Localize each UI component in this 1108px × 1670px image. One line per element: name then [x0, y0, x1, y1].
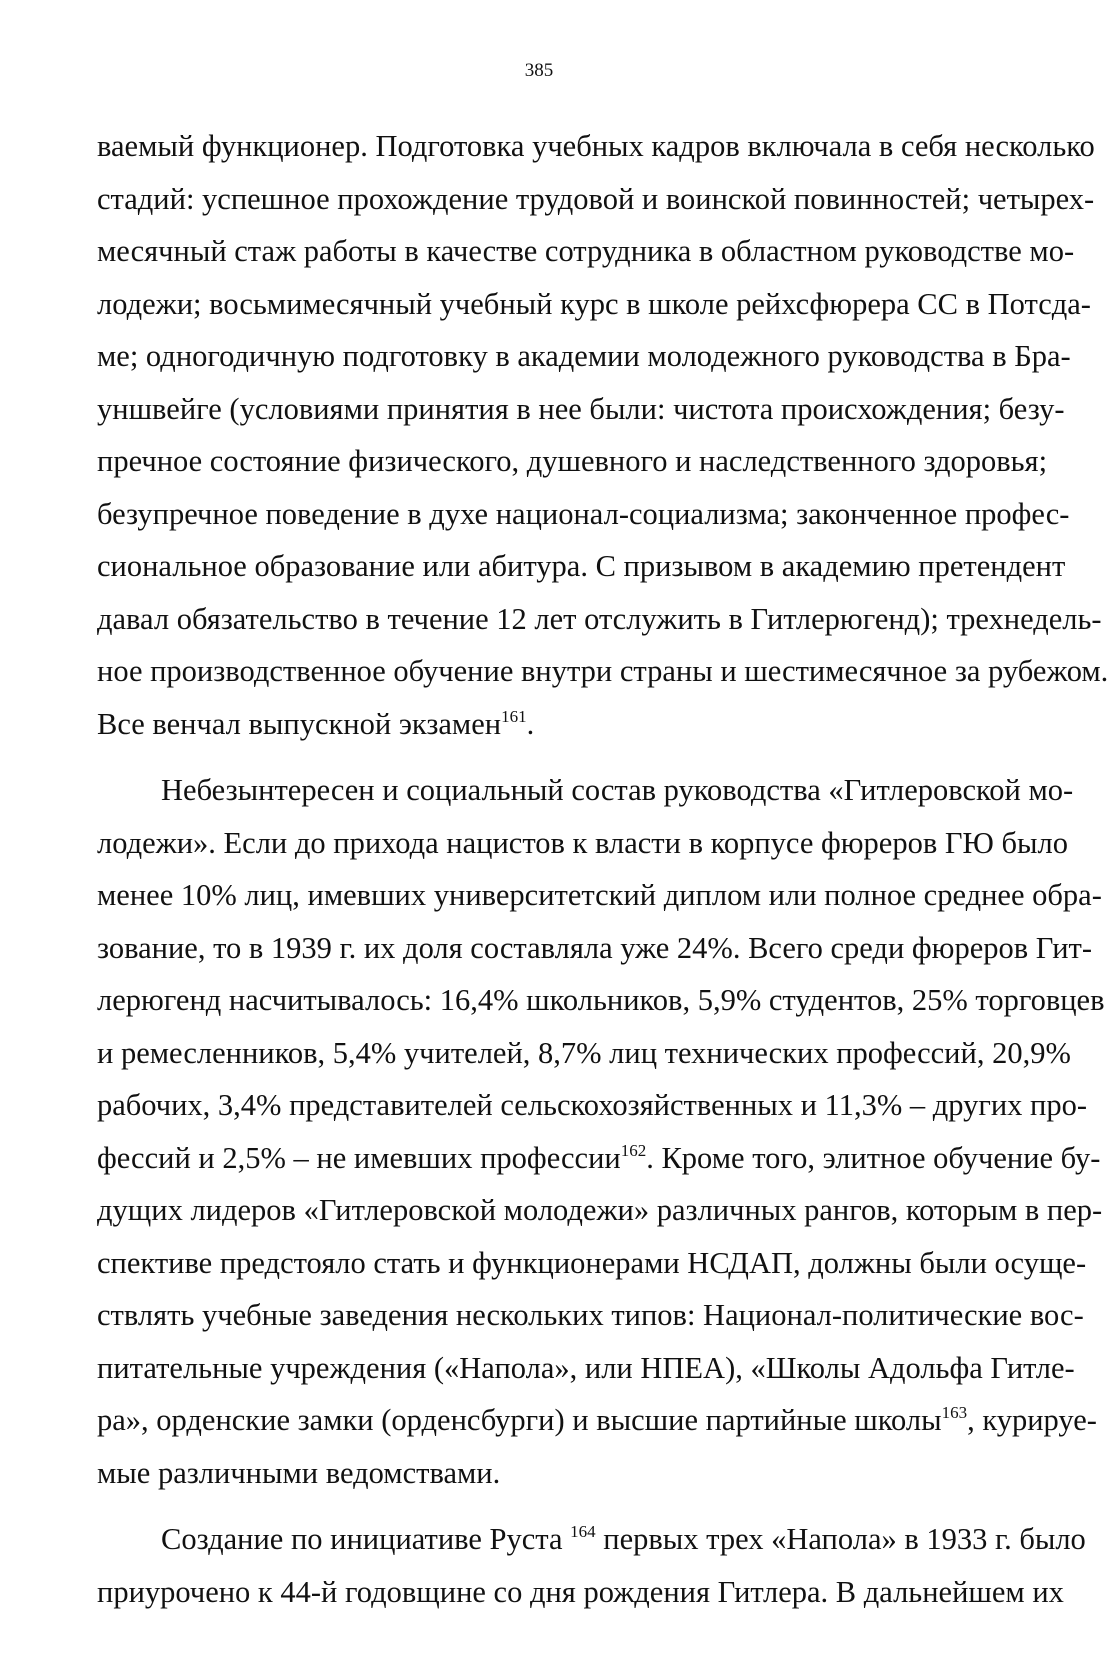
line-text: Все венчал выпускной экзамен: [97, 706, 502, 741]
paragraph-gap: [97, 750, 977, 764]
footnote-ref: 162: [620, 1140, 647, 1160]
paragraph: [97, 764, 1105, 1499]
text-line: давал обязательство в течение 12 лет отслужить в Гитлерюгенд); трехнедель-: [97, 601, 1102, 636]
paragraph: [97, 1513, 1086, 1618]
text-line: [97, 698, 977, 751]
text-line: лодежи; восьмимесячный учебный курс в школе рейхсфюрера СС в Потсда-: [97, 286, 1091, 321]
text-line: Небезынтересен и социальный состав руководства «Гитлеровской мо-: [161, 773, 1074, 807]
footnote-ref: 161: [501, 706, 527, 726]
text-line: сиональное образование или абитура. С призывом в академию претендент: [97, 549, 1066, 583]
line-text: .: [526, 706, 535, 741]
text-line: дущих лидеров «Гитлеровской молодежи» различных рангов, которым в пер-: [97, 1193, 1103, 1227]
text-line: мые различными ведомствами.: [97, 1455, 501, 1490]
line-text: фессий и 2,5% – не имевших профессии: [97, 1140, 621, 1175]
line-text: . Кроме того, элитное обучение бу-: [646, 1140, 1101, 1175]
text-line: месячный стаж работы в качестве сотрудника в областном руководстве мо-: [97, 234, 1075, 268]
paragraph: [97, 120, 1108, 750]
text-line: питательные учреждения («Напола», или НПЕА), «Школы Адольфа Гитле-: [97, 1350, 1075, 1385]
text-line: ное производственное обучение внутри страны и шестимесячное за рубежом.: [97, 654, 1108, 688]
text-line: зование, то в 1939 г. их доля составляла уже 24%. Всего среди фюреров Гит-: [97, 930, 1093, 965]
line-text: ра», орденские замки (орденсбурги) и высшие партийные школы: [97, 1403, 942, 1437]
text-line: менее 10% лиц, имевших университетский диплом или полное среднее обра-: [97, 878, 1102, 912]
text-line: [97, 1394, 1097, 1447]
paragraph-gap: [97, 1499, 977, 1513]
page-number: 385: [524, 60, 554, 81]
text-line: безупречное поведение в духе национал-социализма; законченное профес-: [97, 496, 1070, 531]
text-line: пречное состояние физического, душевного и наследственного здоровья;: [97, 444, 1048, 478]
text-line: ме; одногодичную подготовку в академии молодежного руководства в Бра-: [97, 339, 1071, 373]
text-line: приурочено к 44-й годовщине со дня рождения Гитлера. В дальнейшем их: [97, 1574, 1064, 1609]
text-line: ствлять учебные заведения нескольких типов: Национал-политические вос-: [97, 1298, 1084, 1332]
text-line: спективе предстояло стать и функционерами НСДАП, должны были осуще-: [97, 1245, 1087, 1280]
text-line: лодежи». Если до прихода нацистов к власти в корпусе фюреров ГЮ было: [97, 825, 1068, 860]
line-text: первых трех «Напола» в 1933 г. было: [595, 1522, 1086, 1556]
text-line: [97, 1132, 1101, 1185]
footnote-ref: 163: [941, 1403, 968, 1422]
text-line: и ремесленников, 5,4% учителей, 8,7% лиц технических профессий, 20,9%: [97, 1035, 1071, 1070]
line-text: , курируе-: [967, 1403, 1097, 1437]
text-line: ваемый функционер. Подготовка учебных кадров включала в себя несколько: [97, 129, 1095, 163]
text-line: лерюгенд насчитывалось: 16,4% школьников, 5,9% студентов, 25% торговцев: [97, 983, 1105, 1017]
body-text: [97, 120, 1108, 1618]
line-text: Создание по инициативе Руста: [161, 1522, 571, 1556]
text-line: стадий: успешное прохождение трудовой и воинской повинностей; четырех-: [97, 181, 1095, 216]
text-line: рабочих, 3,4% представителей сельскохозяйственных и 11,3% – других про-: [97, 1088, 1088, 1122]
text-line: уншвейге (условиями принятия в нее были: чистота происхождения; безу-: [97, 391, 1065, 426]
text-line: [97, 1513, 1086, 1566]
footnote-ref: 164: [570, 1522, 596, 1541]
